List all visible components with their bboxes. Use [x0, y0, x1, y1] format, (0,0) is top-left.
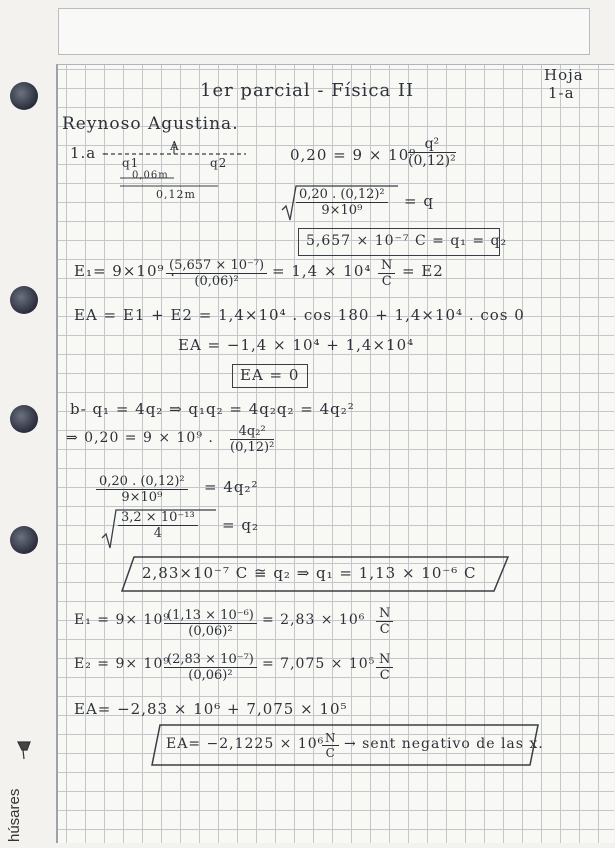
equation-line: b- q₁ = 4q₂ ⇒ q₁q₂ = 4q₂q₂ = 4q₂²: [70, 400, 355, 418]
pin-icon: [16, 740, 32, 760]
item-label: 1.a -: [70, 144, 109, 162]
unit-fraction: $\frac{N}{C}$: [378, 258, 395, 289]
fraction: $\frac{\text{(2,83 × 10⁻⁷)}}{\text{(0,06)²}}$: [164, 652, 257, 683]
binder-hole: [10, 526, 38, 554]
equation-line: = 2,83 × 10⁶: [262, 612, 366, 628]
equation-line: EA= −2,83 × 10⁶ + 7,075 × 10⁵: [74, 700, 348, 718]
brand-label: húsares: [6, 788, 23, 842]
page-title: 1er parcial - Física II: [200, 80, 415, 101]
result-text: 5,657 × 10⁻⁷ C = q₁ = q₂: [306, 233, 508, 249]
result-text: EA = 0: [240, 366, 300, 384]
equation-line: = 7,075 × 10⁵: [262, 656, 376, 672]
result-text: 2,83×10⁻⁷ C ≅ q₂ ⇒ q₁ = 1,13 × 10⁻⁶ C: [142, 564, 477, 582]
fraction: $\frac{\text{3,2 × 10⁻¹³}}{4}$: [118, 510, 198, 541]
distance-label: 0,12m: [156, 188, 196, 201]
equation-line: ⇒ 0,20 = 9 × 10⁹ .: [66, 430, 214, 446]
equation-line: = 4q₂²: [204, 478, 259, 496]
equation-line: = E2: [402, 262, 444, 280]
fraction: $\frac{\text{0,20 . (0,12)²}}{\text{9×10⁹}}$: [296, 187, 388, 218]
equation-line: E₂ = 9× 10⁹: [74, 656, 170, 672]
fraction: $\frac{\text{(1,13 × 10⁻⁶)}}{\text{(0,06)²}}$: [164, 608, 257, 639]
distance-label: 0,06m: [132, 170, 169, 181]
fraction: $\frac{\text{(5,657 × 10⁻⁷)}}{\text{(0,06)²}}$: [166, 258, 267, 289]
binder-hole: [10, 82, 38, 110]
unit-fraction: $\frac{N}{C}$: [322, 731, 339, 760]
equation-line: E₁= 9×10⁹ .: [74, 262, 177, 280]
equation-line: EA = −1,4 × 10⁴ + 1,4×10⁴: [178, 336, 415, 354]
result-text: EA= −2,1225 × 10⁶: [166, 736, 325, 752]
top-blank-strip: [58, 8, 590, 55]
student-name: Reynoso Agustina.: [62, 114, 239, 134]
binder-hole: [10, 286, 38, 314]
q2-label: q2: [210, 156, 228, 170]
unit-fraction: $\frac{N}{C}$: [376, 652, 393, 683]
equation-line: = 1,4 × 10⁴: [272, 262, 372, 280]
equation-line: EA = E1 + E2 = 1,4×10⁴ . cos 180 + 1,4×10⁴ . cos 0: [74, 306, 525, 324]
equation-line: E₁ = 9× 10⁹: [74, 612, 170, 628]
fraction: $\frac{\text{4q₂²}}{\text{(0,12)²}}$: [230, 424, 275, 455]
equation-line: = q₂: [222, 516, 259, 534]
equation-line: = q: [404, 192, 434, 210]
result-text: → sent negativo de las x.: [344, 736, 544, 752]
hoja-number: 1-a: [548, 84, 575, 102]
point-a-label: A: [170, 139, 180, 153]
fraction: $\frac{\text{q²}}{\text{(0,12)²}}$: [408, 136, 456, 169]
fraction: $\frac{\text{0,20 . (0,12)²}}{\text{9×10⁹}}$: [96, 474, 188, 505]
q1-label: q1: [122, 156, 140, 170]
binder-hole: [10, 405, 38, 433]
hoja-label: Hoja: [544, 66, 584, 84]
unit-fraction: $\frac{N}{C}$: [376, 606, 393, 637]
equation-line: 0,20 = 9 × 10⁹: [290, 146, 417, 164]
